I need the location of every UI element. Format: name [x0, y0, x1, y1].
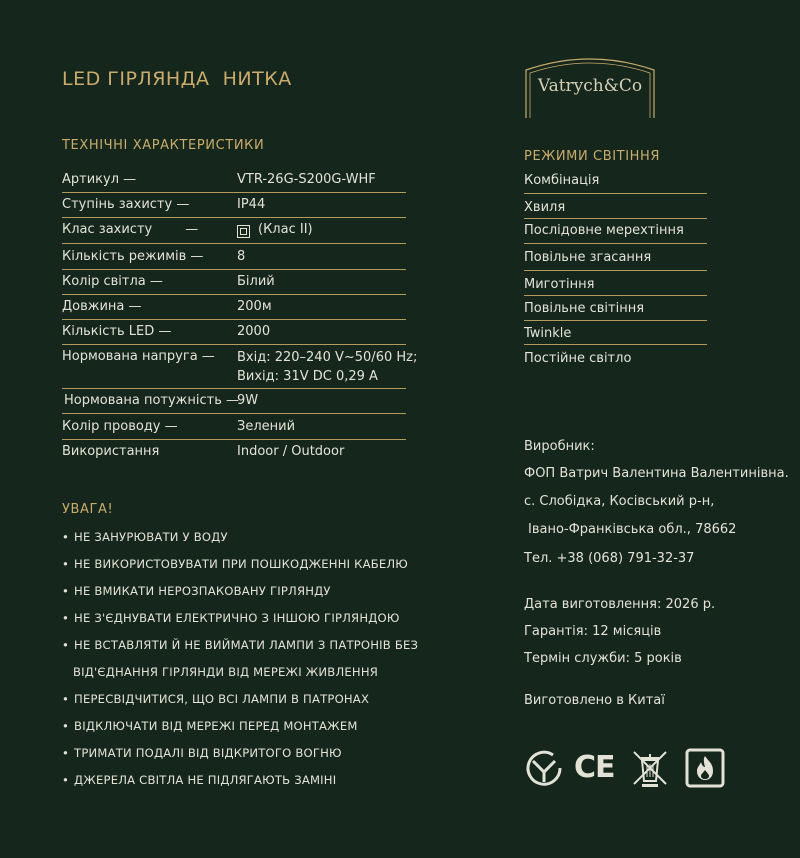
spec-label-power: Нормована потужність —: [64, 393, 240, 408]
divider: [62, 319, 406, 320]
bullet: •: [62, 719, 70, 733]
warning-heading: УВАГА!: [62, 502, 114, 517]
bullet: •: [62, 692, 70, 706]
page-title: LED ГІРЛЯНДА НИТКА: [62, 68, 292, 90]
spec-value-ip: IP44: [237, 197, 266, 212]
divider: [524, 193, 707, 194]
bullet: •: [62, 746, 70, 760]
spec-label-voltage: Нормована напруга —: [62, 349, 215, 364]
spec-value-led-count: 2000: [237, 324, 271, 339]
divider: [524, 218, 707, 219]
divider: [62, 294, 406, 295]
bullet: •: [62, 557, 70, 571]
spec-value-power: 9W: [237, 393, 259, 408]
bullet: •: [62, 773, 70, 787]
spec-value-modes: 8: [237, 249, 246, 264]
brand-logo: [524, 54, 656, 120]
spec-label-wire-color: Колір проводу —: [62, 419, 178, 434]
modes-heading: РЕЖИМИ СВІТІННЯ: [524, 149, 661, 164]
mode-item: Повільне світіння: [524, 301, 645, 316]
warning-item: [62, 638, 418, 652]
mode-item: Twinkle: [524, 326, 572, 341]
spec-label-class: Клас захисту —: [62, 222, 199, 237]
warning-item: [62, 692, 369, 706]
ce-mark-icon: [574, 748, 620, 788]
spec-value-article: VTR-26G-S200G-WHF: [237, 172, 376, 187]
warning-text: НЕ ЗАНУРЮВАТИ У ВОДУ: [74, 530, 228, 544]
divider: [524, 295, 707, 296]
divider: [62, 269, 406, 270]
warning-text: НЕ ВИКОРИСТОВУВАТИ ПРИ ПОШКОДЖЕННІ КАБЕЛЮ: [74, 557, 409, 571]
manufacture-date: Дата виготовлення: 2026 р.: [524, 597, 716, 612]
manufacturer-name: ФОП Ватрич Валентина Валентинівна.: [524, 466, 789, 481]
spec-value-class: (Клас II): [258, 222, 313, 237]
divider: [524, 270, 707, 271]
bullet: •: [62, 638, 70, 652]
divider: [524, 344, 707, 345]
warning-text: ВІДКЛЮЧАТИ ВІД МЕРЕЖІ ПЕРЕД МОНТАЖЕМ: [74, 719, 358, 733]
mode-item: Хвиля: [524, 200, 566, 215]
bullet: •: [62, 530, 70, 544]
divider: [62, 217, 406, 218]
bullet: •: [62, 584, 70, 598]
flammable-icon: [685, 748, 725, 788]
warning-item: [62, 530, 228, 544]
spec-label-article: Артикул —: [62, 172, 137, 187]
spec-value-voltage-input: Вхід: 220–240 V~50/60 Hz;: [237, 350, 418, 365]
warning-text-continuation: ВІД'ЄДНАННЯ ГІРЛЯНДИ ВІД МЕРЕЖІ ЖИВЛЕННЯ: [73, 665, 378, 679]
spec-label-usage: Використання: [62, 444, 160, 459]
ce-mark-text: CE: [574, 750, 615, 785]
mode-item: Постійне світло: [524, 351, 632, 366]
brand-logo-text: Vatrych&Co: [537, 76, 643, 96]
divider: [62, 439, 406, 440]
spec-value-wire-color: Зелений: [237, 419, 296, 434]
weee-bin-icon: [630, 748, 670, 788]
mode-item: Миготіння: [524, 277, 595, 292]
specs-heading: ТЕХНІЧНІ ХАРАКТЕРИСТИКИ: [62, 138, 265, 153]
manufacturer-address-line1: с. Слобідка, Косівський р-н,: [524, 494, 715, 509]
divider: [62, 413, 406, 414]
class-ii-icon: [237, 223, 250, 236]
warning-text: ДЖЕРЕЛА СВІТЛА НЕ ПІДЛЯГАЮТЬ ЗАМІНІ: [74, 773, 337, 787]
warranty: Гарантія: 12 місяців: [524, 624, 662, 639]
mode-item: Комбінація: [524, 173, 600, 188]
warning-text: ПЕРЕСВІДЧИТИСЯ, ЩО ВСІ ЛАМПИ В ПАТРОНАХ: [74, 692, 370, 706]
service-life: Термін служби: 5 років: [524, 651, 682, 666]
warning-item: [62, 611, 400, 625]
warning-item: [62, 746, 342, 760]
manufacturer-phone: Тел. +38 (068) 791-32-37: [524, 551, 695, 566]
warning-text: НЕ ВСТАВЛЯТИ Й НЕ ВИЙМАТИ ЛАМПИ З ПАТРОНІВ БЕЗ: [74, 638, 419, 652]
divider: [524, 320, 707, 321]
warning-text: НЕ ВМИКАТИ НЕРОЗПАКОВАНУ ГІРЛЯНДУ: [74, 584, 331, 598]
spec-value-usage: Indoor / Outdoor: [237, 444, 345, 459]
manufacturer-label: Виробник:: [524, 439, 595, 454]
warning-item: [62, 557, 408, 571]
warning-item: [62, 773, 336, 787]
bullet: •: [62, 611, 70, 625]
spec-label-length: Довжина —: [62, 299, 142, 314]
divider: [62, 243, 406, 244]
divider: [524, 243, 707, 244]
manufacturer-address-line2: Івано-Франківська обл., 78662: [528, 522, 737, 537]
warning-item: [62, 719, 358, 733]
divider: [62, 388, 406, 389]
ua-conformity-icon: [524, 748, 564, 788]
spec-label-light-color: Колір світла —: [62, 274, 163, 289]
country-of-origin: Виготовлено в Китаї: [524, 693, 665, 708]
spec-value-length: 200м: [237, 299, 272, 314]
mode-item: Повільне згасання: [524, 250, 652, 265]
divider: [62, 344, 406, 345]
warning-text: ТРИМАТИ ПОДАЛІ ВІД ВІДКРИТОГО ВОГНЮ: [74, 746, 342, 760]
mode-item: Послідовне мерехтіння: [524, 223, 684, 238]
spec-value-voltage-output: Вихід: 31V DC 0,29 A: [237, 369, 378, 384]
spec-label-led-count: Кількість LED —: [62, 324, 172, 339]
spec-value-light-color: Білий: [237, 274, 275, 289]
spec-label-modes: Кількість режимів —: [62, 249, 204, 264]
divider: [62, 192, 406, 193]
warning-text: НЕ З'ЄДНУВАТИ ЕЛЕКТРИЧНО З ІНШОЮ ГІРЛЯНДОЮ: [74, 611, 400, 625]
warning-item: [62, 584, 331, 598]
spec-label-ip: Ступінь захисту —: [62, 197, 190, 212]
